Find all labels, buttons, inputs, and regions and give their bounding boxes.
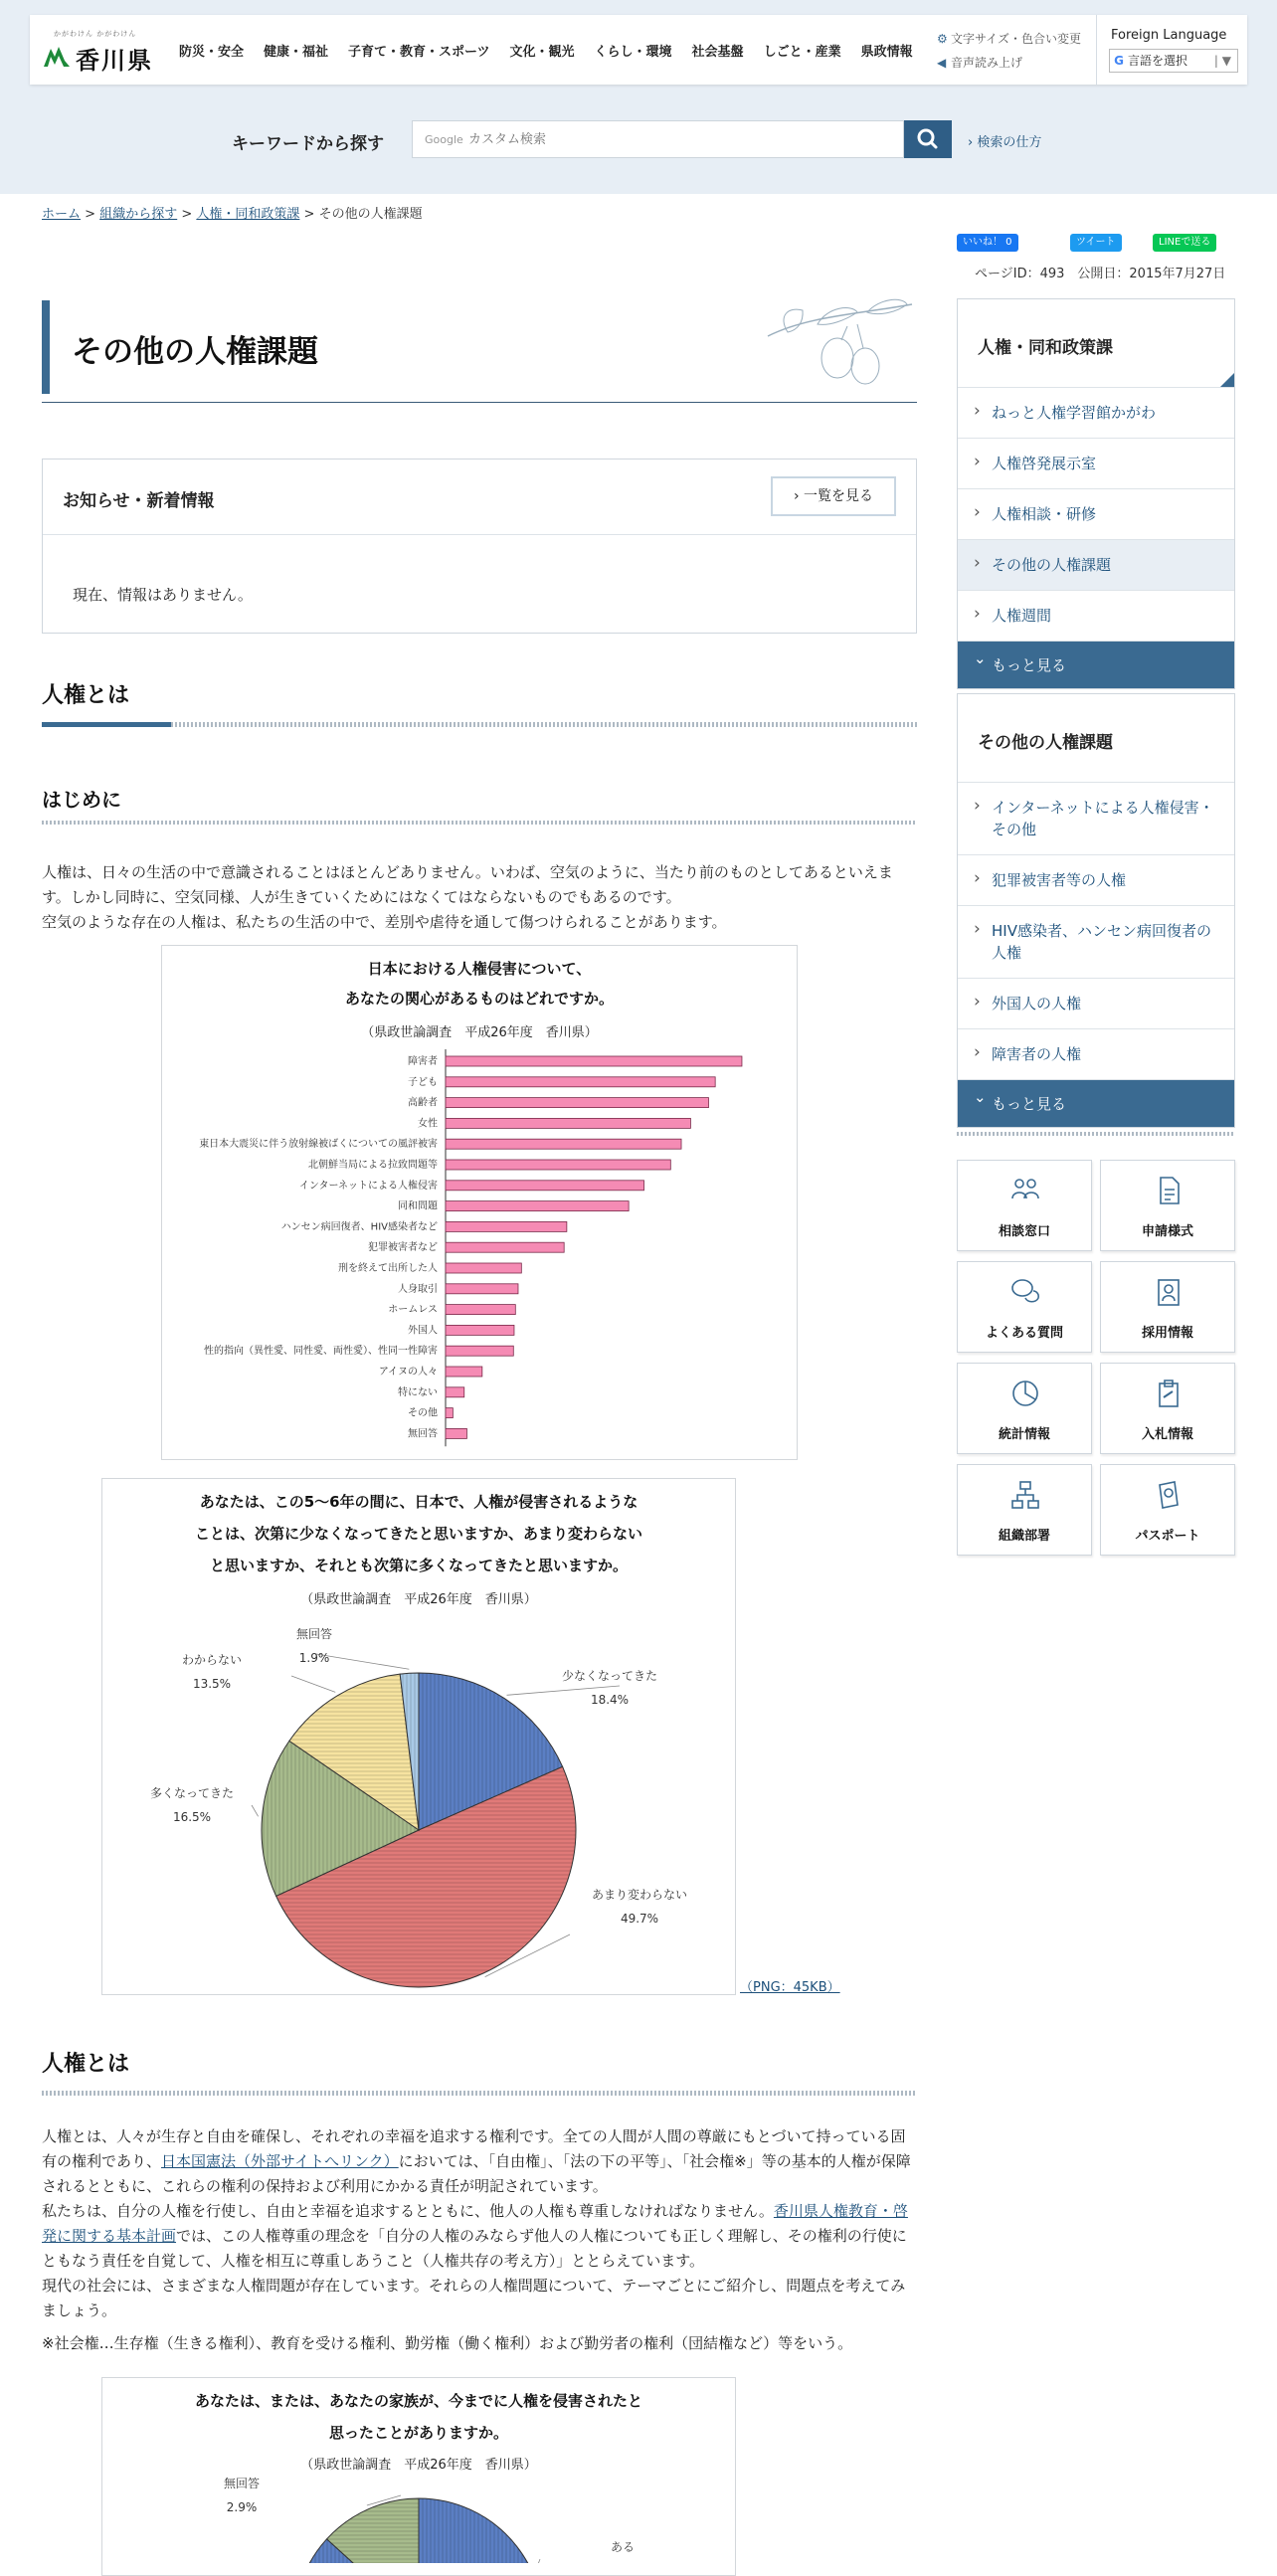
news-title: お知らせ・新着情報	[63, 491, 215, 511]
bar-category-label: 性的指向（異性愛、同性愛、両性愛）、性同一性障害	[204, 1346, 438, 1358]
bar-category-label: 同和問題	[398, 1200, 438, 1212]
bar	[446, 1221, 567, 1231]
gear-icon: ⚙	[937, 32, 948, 46]
tile-forms[interactable]: 申請様式	[1100, 1160, 1235, 1251]
bar-chart-title-line-1: 日本における人権侵害について、	[367, 960, 592, 978]
tile-statistics[interactable]: 統計情報	[957, 1363, 1092, 1454]
title-accent-bar	[42, 300, 50, 394]
bar-category-label: 北朝鮮当局による拉致問題等	[308, 1160, 438, 1171]
nav-item-safety[interactable]: 防災・安全	[179, 44, 245, 60]
rights-paragraph-1: 人権とは、人々が生存と自由を確保し、それぞれの幸福を追求する権利です。全ての人間が人間の尊厳にもとづいて持っている固有の権利であり、日本国憲法（外部サイトへリンク）においては、「自由権」、「法の下の平等」、「社会権※」等の基本的人権が保障されるとともに、これらの権利の保持および利用にかかる責任が明記されています。	[42, 2127, 911, 2195]
sidebar-item-internet[interactable]: › インターネットによる人権侵害・その他	[958, 783, 1234, 855]
site-header	[30, 15, 1247, 85]
news-list-button[interactable]: › 一覧を見る	[771, 476, 896, 516]
page-meta: ページID：493 公開日：2015年7月27日	[975, 267, 1226, 281]
sidebar-more-button-2[interactable]: ⌄ もっと見る	[958, 1080, 1234, 1127]
pie-slice-value: 16.5%	[172, 1810, 212, 1824]
pie1-title-line-1: あなたは、この5〜6年の間に、日本で、人権が侵害されるような	[199, 1493, 638, 1511]
sidebar-topic-header: その他の人権課題	[958, 694, 1234, 783]
heading-underline	[42, 722, 171, 727]
bar	[446, 1263, 521, 1273]
bar	[446, 1284, 518, 1294]
pie-leader-line	[252, 1805, 259, 1816]
bar-category-label: 女性	[418, 1118, 438, 1130]
utility-links	[937, 27, 1081, 75]
chevron-down-icon: | ▼	[1213, 54, 1231, 68]
bar-chart-figure	[161, 945, 798, 1460]
pie-slice-label: 無回答	[223, 2477, 261, 2490]
bar-category-label: 特にない	[398, 1386, 438, 1398]
section-heading-2: 人権とは	[42, 2047, 917, 2095]
tile-faq[interactable]: よくある質問	[957, 1261, 1092, 1353]
pie-chart-figure-2	[101, 2377, 736, 2576]
sidebar-dept-header[interactable]: 人権・同和政策課	[958, 299, 1234, 388]
rights-text	[42, 2124, 917, 2356]
bar-category-label: 刑を終えて出所した人	[338, 1263, 438, 1274]
pie-chart-figure-1	[101, 1478, 736, 1995]
sidebar-item-net-learning[interactable]: › ねっと人権学習館かがわ	[958, 388, 1234, 439]
bar-category-label: 子ども	[408, 1076, 438, 1088]
bar	[446, 1160, 670, 1170]
language-select[interactable]: G 言語を選択 | ▼	[1109, 49, 1238, 73]
breadcrumb-org[interactable]: 組織から探す	[99, 207, 178, 222]
breadcrumb-current: その他の人権課題	[318, 207, 423, 222]
pie-slice-value: 1.9%	[298, 1651, 330, 1665]
page-title: その他の人権課題	[72, 334, 318, 370]
nav-item-health[interactable]: 健康・福祉	[264, 44, 329, 60]
bar	[446, 1201, 629, 1211]
news-header	[43, 460, 916, 535]
breadcrumb: ホーム > 組織から探す > 人権・同和政策課 > その他の人権課題	[42, 207, 423, 222]
prefecture-logo-icon	[42, 43, 72, 69]
sidebar-more-button-1[interactable]: ⌄ もっと見る	[958, 642, 1234, 688]
recruit-icon	[1153, 1276, 1185, 1308]
nav-item-culture[interactable]: 文化・観光	[509, 44, 575, 60]
global-nav	[169, 15, 923, 85]
intro-paragraph-2: 空気のような存在の人権は、私たちの生活の中で、差別や虐待を通して傷つけられることがあります。	[42, 913, 727, 931]
bar	[446, 1305, 515, 1315]
bar-category-label: 人身取引	[398, 1283, 438, 1295]
bar-category-label: その他	[408, 1407, 438, 1419]
sidebar-item-foreigners[interactable]: › 外国人の人権	[958, 979, 1234, 1029]
form-icon	[1153, 1175, 1185, 1206]
bar-category-label: アイヌの人々	[378, 1367, 438, 1378]
google-watermark: Google	[425, 133, 463, 146]
pie2-title-line-1: あなたは、または、あなたの家族が、今までに人権を侵害されたと	[194, 2392, 642, 2410]
speaker-icon: ◀	[937, 56, 947, 70]
language-box	[1096, 15, 1248, 85]
pie-slice-label: 少なくなってきた	[561, 1669, 658, 1683]
rights-paragraph-2: 私たちは、自分の人権を行使し、自由と幸福を追求するとともに、他人の人権も尊重しなければなりません。香川県人権教育・啓発に関する基本計画では、この人権尊重の理念を「自分の人権のみならず他人の人権についても正しく理解し、その権利の行使にともなう責任を自覚して、人権を相互に尊重しあうこと（人権共存の考え方）」ととらえています。	[42, 2202, 908, 2270]
search-icon	[904, 120, 952, 158]
tile-consultation[interactable]: 相談窓口	[957, 1160, 1092, 1251]
basic-plan-link[interactable]: 香川県人権教育・啓発に関する基本計画	[42, 2202, 908, 2245]
page-title-box	[42, 300, 917, 403]
sidebar-item-exhibition[interactable]: › 人権啓発展示室	[958, 439, 1234, 489]
pie-slice-label: 多くなってきた	[149, 1786, 235, 1800]
google-icon: G	[1114, 54, 1124, 68]
pie-chart-2	[102, 2474, 735, 2563]
search-label: キーワードから探す	[232, 134, 384, 154]
pie-slice-label: 無回答	[295, 1627, 333, 1641]
corner-triangle-icon	[1220, 373, 1234, 387]
nav-item-living[interactable]: くらし・環境	[594, 44, 672, 60]
heading-dots	[171, 722, 917, 727]
tile-recruit[interactable]: 採用情報	[1100, 1261, 1235, 1353]
pie-slice-value: 13.5%	[192, 1677, 232, 1691]
heading-dots	[42, 2091, 917, 2096]
bar-chart-title-line-2: あなたの関心があるものはどれですか。	[344, 990, 614, 1008]
search-input[interactable]	[413, 121, 903, 157]
bar	[446, 1346, 513, 1356]
rights-paragraph-3: 現代の社会には、さまざまな人権問題が存在しています。それらの人権問題について、テーマごとにご紹介し、問題点を考えてみましょう。	[42, 2277, 906, 2319]
bar	[446, 1408, 453, 1418]
nav-item-infrastructure[interactable]: 社会基盤	[691, 44, 744, 60]
pie-slice-label: わからない	[181, 1653, 243, 1667]
bar-category-label: ハンセン病回復者、HIV感染者など	[280, 1221, 438, 1233]
pie1-subtitle: （県政世論調査 平成26年度 香川県）	[300, 1592, 537, 1607]
statistics-icon	[1009, 1378, 1041, 1409]
bar-category-label: 外国人	[408, 1325, 438, 1337]
bar	[446, 1118, 690, 1128]
subheading-dots	[42, 821, 917, 825]
line-button[interactable]: LINEで送る	[1153, 234, 1216, 252]
intro-paragraph-1: 人権は、日々の生活の中で意識されることはほとんどありません。いわば、空気のように、当たり前のものとしてあるといえます。しかし同時に、空気同様、人が生きていくためにはなくてはならないものでもあるのです。	[42, 863, 893, 906]
bidding-icon	[1153, 1378, 1185, 1409]
facebook-like-button[interactable]: いいね！ 0	[957, 234, 1018, 252]
sidebar-nav-dept	[957, 298, 1235, 689]
constitution-link[interactable]: 日本国憲法（外部サイトへリンク）	[161, 2152, 399, 2170]
bar	[446, 1428, 466, 1438]
foreign-language-label: Foreign Language	[1111, 28, 1227, 43]
pie2-subtitle: （県政世論調査 平成26年度 香川県）	[300, 2458, 537, 2473]
bar-chart	[162, 1045, 797, 1463]
pie1-title-line-2: ことは、次第に少なくなってきたと思いますか、あまり変わらない	[194, 1525, 642, 1543]
sidebar-item-crime-victims[interactable]: › 犯罪被害者等の人権	[958, 855, 1234, 906]
sidebar-divider	[957, 1132, 1235, 1136]
breadcrumb-dept[interactable]: 人権・同和政策課	[196, 207, 300, 222]
nav-item-childcare[interactable]: 子育て・教育・スポーツ	[348, 44, 490, 60]
bar	[446, 1139, 681, 1149]
search-help-link[interactable]: › 検索の仕方	[968, 135, 1042, 150]
bar-category-label: 無回答	[408, 1428, 438, 1440]
olive-decoration-icon	[758, 296, 917, 396]
news-empty-message: 現在、情報はありません。	[73, 586, 253, 604]
bar-category-label: 東日本大震災に伴う放射線被ばくについての風評被害	[199, 1139, 438, 1151]
bar-category-label: インターネットによる人権侵害	[298, 1180, 438, 1192]
sidebar-item-week[interactable]: › 人権週間	[958, 591, 1234, 642]
tile-bidding[interactable]: 入札情報	[1100, 1363, 1235, 1454]
bar	[446, 1077, 715, 1087]
section-heading-1: 人権とは	[42, 678, 917, 726]
sidebar-nav-topic	[957, 693, 1235, 1128]
pie2-title-line-2: 思ったことがありますか。	[328, 2424, 508, 2442]
pie-slice-value: 2.9%	[226, 2500, 258, 2514]
voice-link[interactable]: ◀ 音声読み上げ	[937, 51, 1081, 75]
tile-organization[interactable]: 組織部署	[957, 1464, 1092, 1556]
sidebar-item-hiv[interactable]: › HIV感染者、ハンセン病回復者の人権	[958, 906, 1234, 979]
bar	[446, 1387, 464, 1397]
sidebar-item-disabled[interactable]: › 障害者の人権	[958, 1029, 1234, 1080]
pie-slice-value: 49.7%	[620, 1912, 659, 1926]
bar	[446, 1367, 482, 1377]
sidebar-item-other-issues[interactable]: › その他の人権課題	[958, 540, 1234, 591]
pie-leader-line	[291, 1676, 335, 1692]
news-panel	[42, 459, 917, 634]
pie-leader-line	[316, 1654, 409, 1669]
pie-slice-label: あまり変わらない	[591, 1888, 688, 1902]
pie-slice-value: 18.4%	[590, 1693, 630, 1707]
pie-slice-label: ある	[610, 2540, 636, 2554]
social-rights-note: ※社会権…生存権（生きる権利）、教育を受ける権利、勤労権（働く権利）および勤労者の権利（団結権など）等をいう。	[42, 2334, 853, 2352]
png-download-link[interactable]: （PNG：45KB）	[740, 1980, 840, 1995]
pie1-title-line-3: と思いますか、それとも次第に多くなってきたと思いますか。	[209, 1557, 628, 1574]
faq-icon	[1009, 1276, 1041, 1308]
sidebar-item-consultation[interactable]: › 人権相談・研修	[958, 489, 1234, 540]
bar	[446, 1056, 742, 1066]
bar	[446, 1242, 564, 1252]
organization-icon	[1009, 1479, 1041, 1511]
site-logo[interactable]: かがわけん かがわけん 香川県	[42, 29, 171, 73]
bar-chart-subtitle: （県政世論調査 平成26年度 香川県）	[361, 1025, 598, 1040]
tweet-button[interactable]: ツイート	[1070, 234, 1122, 252]
intro-text	[42, 860, 917, 935]
bar	[446, 1181, 644, 1191]
bar-category-label: 犯罪被害者など	[368, 1242, 438, 1254]
bar	[446, 1098, 708, 1108]
pie-chart-1	[102, 1606, 735, 1994]
fontsize-link[interactable]: ⚙ 文字サイズ・色合い変更	[937, 27, 1081, 51]
breadcrumb-home[interactable]: ホーム	[42, 207, 82, 222]
nav-item-government[interactable]: 県政情報	[860, 44, 913, 60]
nav-item-work[interactable]: しごと・産業	[763, 44, 841, 60]
passport-icon	[1153, 1479, 1185, 1511]
bar-category-label: ホームレス	[388, 1304, 438, 1316]
subheading-intro: はじめに	[42, 784, 917, 824]
tile-passport[interactable]: パスポート	[1100, 1464, 1235, 1556]
bar-category-label: 障害者	[408, 1056, 438, 1067]
bar	[446, 1325, 514, 1335]
search-button[interactable]	[904, 120, 952, 158]
bar-category-label: 高齢者	[408, 1097, 438, 1109]
search-field[interactable]	[412, 120, 904, 158]
consultation-icon	[1009, 1175, 1041, 1206]
